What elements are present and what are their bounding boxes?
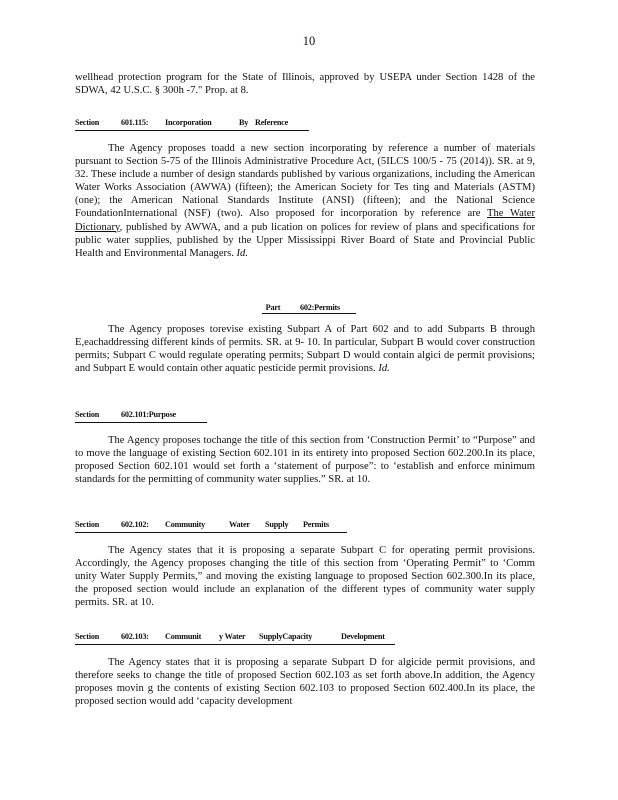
part-602-paragraph — [75, 323, 535, 375]
heading-part: By — [239, 118, 249, 127]
heading-part: Communit — [165, 632, 202, 641]
section-602-103-heading-wrap — [75, 630, 535, 645]
heading-part: 602.101:Purpose — [121, 410, 176, 419]
paragraph-text: , published by AWWA, and a pub lication on polices for review of plans and specifications for public water supplies, published by the Upper Mississippi River Board of State and Provincial Public Health and Environmental Managers. — [75, 221, 535, 259]
heading-part: Section — [75, 632, 100, 641]
heading-part: Incorporation — [165, 118, 212, 127]
heading-part: 602:Permits — [299, 303, 341, 312]
citation: Id. — [378, 363, 390, 375]
paragraph-text: The Agency proposes torevise existing Subpart A of Part 602 and to add Subparts B through E,eachaddressing different kinds of permits. SR. at 9- 10. In particular, Subpart B would cover construction permits; Subpart C would regulate operating permits; Subpart D would contain algici de permit provisions; and Subpart E would contain other aquatic pesticide permit provisions. — [75, 324, 535, 375]
heading-part: Reference — [255, 118, 289, 127]
page-number: 10 — [302, 34, 316, 48]
section-602-101-paragraph: The Agency proposes tochange the title of this section from ‘Construction Permit’ to “Purpose” and to move the language of existing Section 602.101 in its entirety into proposed Section 602.200.In its place, proposed Section 602.101 would set forth a ‘statement of purpose”: to ‘establish and enforce minimum standards for the permitting of community water supplies.” SR. at 10. — [75, 435, 535, 486]
intro-text: wellhead protection program for the State of Illinois, approved by USEPA under Section 1428 of the SDWA, 42 U.S.C. § 300h -7." Prop. at 8. — [75, 72, 535, 97]
section-602-102-heading — [75, 518, 347, 533]
heading-part: 601.115: — [121, 118, 149, 127]
heading-part: Permits — [303, 520, 329, 529]
section-602-101-heading-wrap — [75, 408, 535, 423]
intro-paragraph — [75, 71, 535, 97]
heading-part: 602.102: — [121, 520, 149, 529]
section-601-115-paragraph — [75, 142, 535, 260]
part-602-heading-wrap — [0, 297, 618, 315]
heading-part: Water — [229, 520, 250, 529]
paragraph-text: The Agency proposes toadd a new section incorporating by reference a number of materials pursuant to Section 5-75 of the Illinois Administrative Procedure Act, (5ILCS 100/5 - 75 (2014)). SR. at 9, 32. These include a number of design standards published by various organizations, including the American Water Works Association (AWWA) (fifteen); the American Society for Tes ting and Materials (ASTM) (one); the American National Standards Institute (ANSI) (fifteen); and the National Science FoundationInternational (NSF) (two). Also proposed for incorporation by reference are — [75, 143, 535, 220]
heading-part: Development — [341, 632, 385, 641]
heading-part: SupplyCapacity — [259, 632, 313, 641]
part-602-body — [75, 323, 535, 375]
heading-part: Section — [75, 410, 100, 419]
section-601-115-body — [75, 142, 535, 260]
heading-part: y Water — [219, 632, 246, 641]
section-602-102-paragraph: The Agency states that it is proposing a separate Subpart C for operating permit provisions. Accordingly, the Agency proposes changing the title of this section from ‘Operating Permit” to ‘Comm unity Water Supply Permits,” and moving the existing language to proposed Section 602.300.In its place, the proposed section would include an explanation of the different types of community water supply permits. SR. at 10. — [75, 545, 535, 609]
citation: Id. — [236, 247, 248, 259]
heading-part: Supply — [265, 520, 289, 529]
heading-part: Community — [165, 520, 206, 529]
section-602-103-paragraph: The Agency states that it is proposing a separate Subpart D for algicide permit provisions, and therefore seeks to change the title of proposed Section 602.103 as set forth above.In addition, the Agency proposes movin g the contents of existing Section 602.103 to proposed Section 602.400.In its place, the proposed section would add ‘capacity development — [75, 657, 535, 708]
underlined-title: The Water Dictionary — [75, 208, 535, 233]
heading-part: Section — [75, 118, 100, 127]
heading-part: 602.103: — [121, 632, 149, 641]
heading-part: Part — [265, 303, 281, 312]
heading-part: Section — [75, 520, 100, 529]
section-602-103-heading — [75, 630, 395, 645]
section-602-103-body — [75, 656, 535, 708]
section-602-101-heading — [75, 408, 207, 423]
part-602-heading — [262, 303, 356, 314]
section-602-102-body — [75, 544, 535, 609]
section-601-115-heading-wrap — [75, 116, 535, 131]
section-601-115-heading — [75, 116, 309, 131]
section-602-102-heading-wrap — [75, 518, 535, 533]
section-602-101-body — [75, 434, 535, 486]
